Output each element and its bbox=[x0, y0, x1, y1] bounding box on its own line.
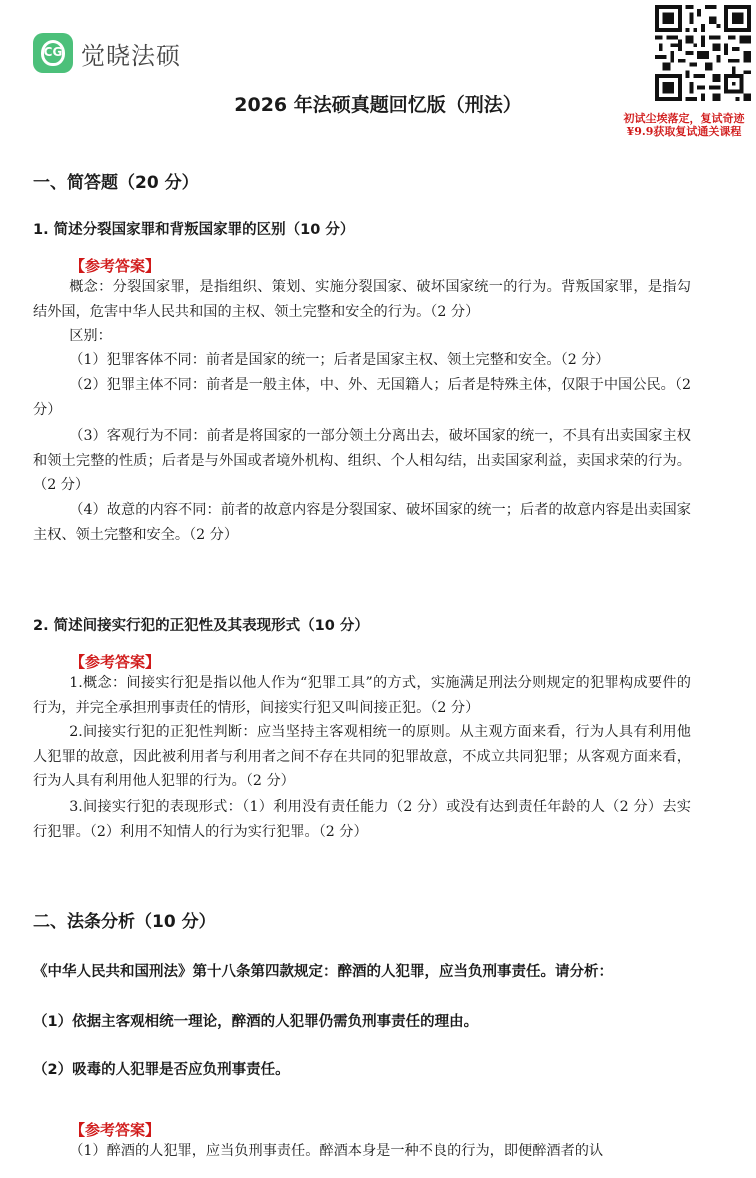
question-1-title: 1. 简述分裂国家罪和背叛国家罪的区别（10 分） bbox=[33, 222, 355, 238]
question-2-title: 2. 简述间接实行犯的正犯性及其表现形式（10 分） bbox=[33, 618, 369, 634]
q1-paragraph: （2）犯罪主体不同：前者是一般主体，中、外、无国籍人；后者是特殊主体，仅限于中国公民。（2 分） bbox=[33, 377, 691, 418]
promo-line-2: ¥9.9获取复试通关课程 bbox=[626, 125, 742, 138]
answer-label-q2: 【参考答案】 bbox=[70, 653, 161, 671]
q1-paragraph: 区别： bbox=[69, 328, 112, 344]
sub-question-2: （2）吸毒的人犯罪是否应负刑事责任。 bbox=[33, 1062, 290, 1078]
q2-paragraph: 1.概念：间接实行犯是指以他人作为“犯罪工具”的方式，实施满足刑法分则规定的犯罪构成要件的行为，并完全承担刑事责任的情形，间接实行犯又叫间接正犯。（2 分） bbox=[33, 675, 691, 716]
q1-paragraph: （1）犯罪客体不同：前者是国家的统一；后者是国家主权、领土完整和安全。（2 分） bbox=[69, 352, 610, 368]
sub-question-1: （1）依据主客观相统一理论，醉酒的人犯罪仍需负刑事责任的理由。 bbox=[33, 1014, 479, 1030]
brand-name: 觉晓法硕 bbox=[81, 41, 181, 70]
section-heading-statute-analysis: 二、法条分析（10 分） bbox=[33, 912, 216, 932]
q2-paragraph: 2.间接实行犯的正犯性判断：应当坚持主客观相统一的原则。从主观方面来看，行为人具有利用他人犯罪的故意，因此被利用者与利用者之间不存在共同的犯罪故意，不成立共同犯罪；从客观方面来看，行为人具有利用他人犯罪的行为。（2 分） bbox=[33, 724, 691, 789]
q1-paragraph: 概念：分裂国家罪，是指组织、策划、实施分裂国家、破坏国家统一的行为。背叛国家罪，是指勾结外国，危害中华人民共和国的主权、领土完整和安全的行为。（2 分） bbox=[33, 279, 691, 320]
answer-label-statute: 【参考答案】 bbox=[70, 1121, 161, 1139]
statute-answer-paragraph: （1）醉酒的人犯罪，应当负刑事责任。醉酒本身是一种不良的行为，即便醉酒者的认 bbox=[69, 1143, 604, 1159]
brand-badge-icon: CG bbox=[33, 33, 73, 73]
page-title: 2026 年法硕真题回忆版（刑法） bbox=[234, 94, 522, 116]
section-heading-short-answer: 一、简答题（20 分） bbox=[33, 173, 199, 193]
q1-paragraph: （3）客观行为不同：前者是将国家的一部分领土分离出去，破坏国家的统一，不具有出卖国家主权和领土完整的性质；后者是与外国或者境外机构、组织、个人相勾结，出卖国家利益，卖国求荣的行为。（2 分） bbox=[33, 428, 691, 493]
answer-label-q1: 【参考答案】 bbox=[70, 257, 161, 275]
brand-logo bbox=[33, 33, 181, 73]
q2-paragraph: 3.间接实行犯的表现形式：（1）利用没有责任能力（2 分）或没有达到责任年龄的人（2 分）去实行犯罪。（2）利用不知情人的行为实行犯罪。（2 分） bbox=[33, 799, 691, 840]
promo-line-1: 初试尘埃落定，复试奇迹 bbox=[623, 112, 745, 125]
qr-code-icon[interactable] bbox=[655, 5, 751, 101]
q1-paragraph: （4）故意的内容不同：前者的故意内容是分裂国家、破坏国家的统一；后者的故意内容是出卖国家主权、领土完整和安全。（2 分） bbox=[33, 502, 691, 543]
statute-prompt: 《中华人民共和国刑法》第十八条第四款规定：醉酒的人犯罪，应当负刑事责任。请分析： bbox=[33, 964, 613, 980]
